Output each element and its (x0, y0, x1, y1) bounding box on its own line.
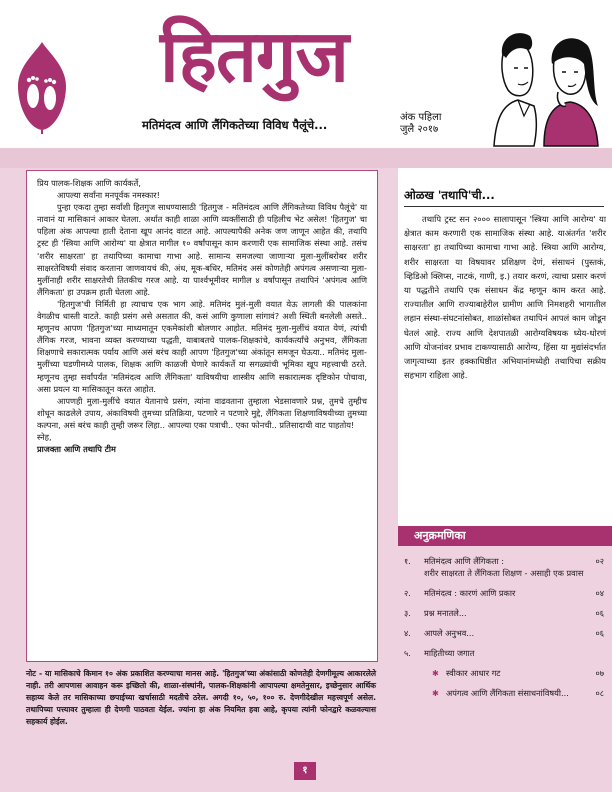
footprint-logo-icon (14, 38, 70, 134)
toc-item-subtitle: शरीर साक्षरता ते लैंगिकता शिक्षण - असाही एक प्रवास (424, 568, 584, 578)
letter-paragraph: 'हितगुज'ची निर्मिती हा त्याचाच एक भाग आहे. मतिमंद मुलं-मुली वयात येऊ लागली की पालकांना वेगळीच धास्ती वाटते. काही प्रसंग असे असतात की, कसं आणि कुणाला सांगावं? अशी स्थिती बनलेली असते.. म्हणूनच आपण 'हितगुज'च्या माध्यमातून एकमेकांशी बोलणार आहोत. मतिमंद मुला-मुलींचं वयात येणं, त्यांची लैंगिक गरज, भावना व्यक्त करण्याच्या पद्धती, याबाबतचे पालक-शिक्षकांचे, कार्यकर्त्यांचे अनुभव, लैंगिकता शिक्षणाचे सकारात्मक पर्याय आणि असं बरंच काही आपण 'हितगुज'च्या अंकांतून समजून घेऊया.. मतिमंद मुला-मुलींच्या घडणीमध्ये पालक, शिक्षक आणि काळजी घेणारे कार्यकर्ते या सगळ्यांची भूमिका खूप महत्त्वाची ठरते. म्हणूनच तुम्हा सर्वांपर्यंत 'मतिमंदत्व आणि लैंगिकता' याविषयीचा शास्त्रीय आणि सकारात्मक दृष्टिकोन पोचावा, असा प्रयत्न या मासिकातून करत आहोत. (37, 298, 367, 394)
toc-subitem[interactable] (404, 667, 604, 679)
toc-subitem-label: स्वीकार आधार गट (446, 668, 501, 678)
about-title: ओळख 'तथापि'ची... (404, 188, 604, 207)
letter-greeting: आपल्या सर्वांना मनपूर्वक नमस्कार! (57, 190, 160, 201)
toc-item-page: ०२ (595, 556, 604, 566)
issue-info (400, 112, 441, 136)
table-of-contents (404, 555, 604, 699)
donation-note: नोट - या मासिकाचे किमान १० अंक प्रकाशित करण्याचा मानस आहे. 'हितगुज'च्या अंकांसाठी कोणतेही देणगीमूल्य आकारलेले नाही. तरी आपणास आवाहन करू इच्छितो की, शाळा-संस्थांनी, पालक-शिक्षकांनी आपापल्या क्षमतेनुसार, इच्छेनुसार आर्थिक सहाय्य केले तर मासिकाच्या छपाईच्या खर्चासाठी मदतीचे ठरेल. अगदी १०, ५०, १०० रु. देणगीदेखील महत्त्वपूर्ण असेल. तथापिच्या पत्त्यावर तुम्हाला ही देणगी पाठवता येईल. ज्यांना हा अंक नियमित हवा आहे, कृपया त्यांनी फोनद्वारे कळवल्यास सहकार्य होईल. (26, 669, 376, 726)
toc-item-label: मतिमंदत्व : कारणं आणि प्रकार (424, 588, 516, 598)
asterisk-bullet-icon: ✱ (432, 688, 439, 698)
toc-item-page: ०४ (595, 588, 604, 598)
toc-item-number: २. (404, 588, 411, 598)
toc-item-page: ०६ (595, 608, 604, 618)
letter-salutation: प्रिय पालक-शिक्षक आणि कार्यकर्ते, (37, 178, 141, 188)
toc-item-label: प्रश्न मनातले... (424, 608, 467, 618)
header-strip (0, 148, 612, 168)
issue-label: अंक पहिला (400, 112, 442, 123)
toc-item[interactable] (404, 647, 604, 659)
toc-item[interactable] (404, 607, 604, 619)
toc-item-label: माहितीच्या जगात (424, 648, 475, 658)
couple-illustration (474, 20, 606, 148)
toc-item-page: ०६ (595, 628, 604, 638)
about-body (404, 212, 606, 382)
toc-item-number: ४. (404, 628, 411, 638)
toc-item[interactable] (404, 587, 604, 599)
newsletter-subtitle: मतिमंदत्व आणि लैंगिकतेच्या विविध पैलूंचे... (142, 118, 328, 132)
issue-date: जुलै २०१७ (400, 124, 439, 135)
toc-subitem[interactable] (404, 687, 604, 699)
letter-signature: प्राजक्ता आणि तथापि टीम (37, 444, 116, 455)
toc-item[interactable] (404, 555, 604, 567)
toc-item-page (580, 647, 604, 659)
toc-item-label: मतिमंदत्व आणि लैंगिकता : (424, 556, 504, 566)
letter-paragraph: पुन्हा एकदा तुम्हा सर्वांशी हितगुज साधण्यासाठी 'हितगुज - मतिमंदत्व आणि लैंगिकतेच्या विविध पैलूंचे' या नावानं या मासिकानं आकार घेतला. अर्थात काही शाळा आणि व्यक्तींसाठी ही पहिलीच भेट असेल! 'हितगुज' चा पहिला अंक आपल्या हाती देताना खूप आनंद वाटत आहे. आपल्यापैकी अनेक जण जाणून आहेत की, तथापि ट्रस्ट ही 'स्त्रिया आणि आरोग्य' या क्षेत्रात मागील १० वर्षांपासून काम करणारी एक सामाजिक संस्था आहे. तसंच 'शरीर साक्षरता' हा तथापिच्या कामाचा गाभा आहे. सामान्य समजल्या जाणाऱ्या मुला-मुलींबरोबर शरीर साक्षरतेविषयी संवाद करताना जाणवायचं की, अंध, मूक-बधिर, मतिमंद असं कोणतेही अपंगत्व असणाऱ्या मुला-मुलींनाही शरीर साक्षरतेची तितकीच गरज आहे. या पार्श्वभूमीवर मागील ४ वर्षांपासून तथापिनं 'अपंगत्व आणि लैंगिकता' हा उपक्रम हाती घेतला आहे. (37, 202, 367, 297)
about-paragraph: तथापि ट्रस्ट सन २००० सालापासून 'स्त्रिया आणि आरोग्य' या क्षेत्रात काम करणारी एक सामाजिक संस्था आहे. याअंतर्गत 'शरीर साक्षरता' हा तथापिच्या कामाचा गाभा आहे. स्त्रिया आणि आरोग्य, शरीर साक्षरता या विषयावर प्रशिक्षण देणं, संसाधनं (पुस्तकं, व्हिडिओ क्लिप्स, नाटकं, गाणी, इ.) तयार करणं, त्याचा प्रसार करणं या पद्धतीने तथापि एक संसाधन केंद्र म्हणून काम करत आहे. राज्यातील आणि राज्याबाहेरील ग्रामीण आणि निमशहरी भागातील लहान संस्था-संघटनांसोबत, शाळांसोबत तथापिनं आपलं काम जोडून घेतलं आहे. राज्य आणि देशपातळी आरोग्यविषयक ध्येय-धोरणं आणि योजनांवर प्रभाव टाकण्यासाठी आरोग्य, हिंसा या मुद्यांसंदर्भात जागृत्याच्या इतर हक्काधिष्ठीत अभियानांमध्येही तथापिचा सक्रीय सहभाग राहिला आहे. (404, 214, 606, 381)
toc-item-label: आपले अनुभव... (424, 628, 475, 638)
toc-item-number: ३. (404, 608, 411, 618)
toc-item-number: १. (404, 556, 411, 566)
toc-heading: अनुक्रमणिका (398, 526, 612, 546)
letter-paragraph: आपणही मुला-मुलींचे वयात येतानाचे प्रसंग, त्यांना वाढवताना तुम्हाला भेडसावणारे प्रश्न, तुमचे तुम्हीच शोधून काढलेले उपाय, अंकाविषयी तुमच्या प्रतिक्रिया, पटणारे न पटणारे मुद्दे, लैंगिकता शिक्षणाविषयीच्या तुमच्या कल्पना, असं बरंच काही तुम्ही जरूर लिहा.. आपल्या एका पत्राची.. एका फोनची.. प्रतिसादाची वाट पाहतोय! (37, 395, 367, 430)
toc-item[interactable] (404, 627, 604, 639)
newsletter-title: हितगुज (160, 13, 348, 98)
asterisk-bullet-icon: ✱ (432, 668, 439, 678)
editorial-letter (26, 170, 378, 662)
letter-closing: स्नेह, (37, 431, 52, 442)
page-number: १ (294, 762, 316, 780)
toc-subitem-page: ०८ (595, 688, 604, 698)
toc-item-number: ५. (404, 648, 411, 658)
toc-subitem-page: ०७ (595, 668, 604, 678)
toc-subitem-label: अपंगत्व आणि लैंगिकता संसाधनांविषयी... (446, 688, 569, 698)
